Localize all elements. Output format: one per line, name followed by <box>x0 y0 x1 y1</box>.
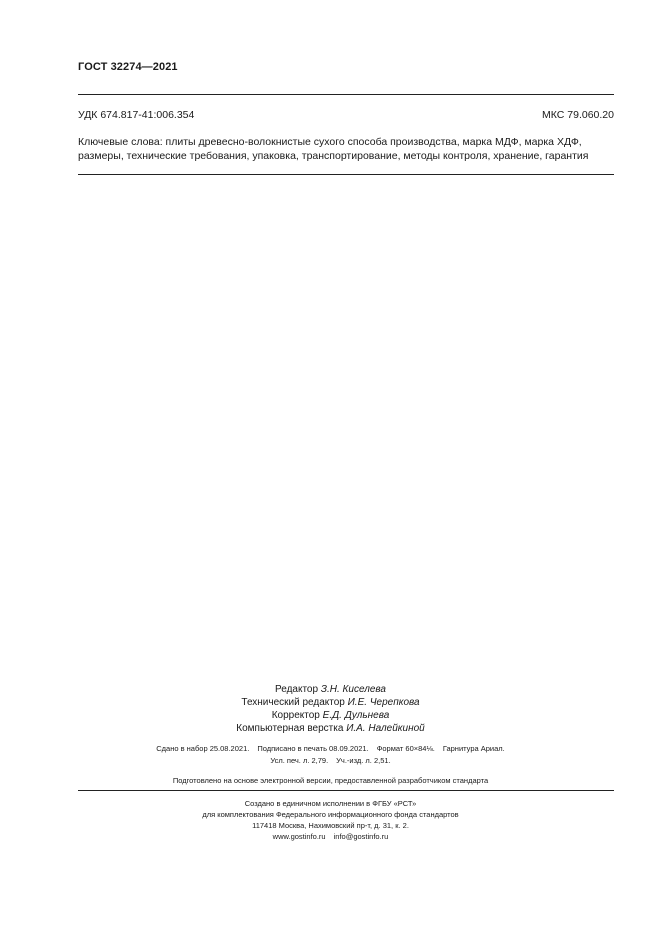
website-link[interactable]: www.gostinfo.ru <box>272 832 326 841</box>
credit-role: Технический редактор <box>241 697 345 708</box>
publisher-line: для комплектования Федерального информационного фонда стандартов <box>202 810 459 819</box>
imprint-line <box>0 743 661 755</box>
credit-name: Е.Д. Дульнева <box>322 710 390 721</box>
credit-name: И.А. Налейкиной <box>346 723 425 734</box>
top-divider <box>78 94 614 95</box>
standard-number: ГОСТ 32274—2021 <box>78 61 178 73</box>
email-link[interactable]: info@gostinfo.ru <box>333 832 389 841</box>
credit-name: З.Н. Киселева <box>320 684 386 695</box>
typeset-date: Сдано в набор 25.08.2021. <box>156 744 250 753</box>
publisher-line: Создано в единичном исполнении в ФГБУ «РСТ» <box>244 799 417 808</box>
credit-row <box>0 696 661 709</box>
credit-row <box>0 683 661 696</box>
credit-row <box>0 722 661 735</box>
paper-format: Формат 60×84⅛. <box>376 744 435 753</box>
publishing-sheets: Уч.-изд. л. 2,51. <box>336 756 391 765</box>
print-imprint <box>0 743 661 767</box>
credit-name: И.Е. Черепкова <box>347 697 420 708</box>
publisher-divider <box>78 790 614 791</box>
credit-role: Корректор <box>271 710 320 721</box>
publisher-contacts <box>0 831 661 842</box>
keywords-line: размеры, технические требования, упаковка, транспортирование, методы контроля, хранение, гарантия <box>78 150 589 162</box>
publisher-address: 117418 Москва, Нахимовский пр-т, д. 31, к. 2. <box>252 821 409 830</box>
credit-role: Редактор <box>275 684 319 695</box>
udk-code: УДК 674.817-41:006.354 <box>78 109 195 121</box>
editorial-credits <box>0 683 661 735</box>
keywords-line: Ключевые слова: плиты древесно-волокнистые сухого способа производства, марка МДФ, марка ХДФ, <box>78 136 582 148</box>
prepared-note: Подготовлено на основе электронной версии, предоставленной разработчиком стандарта <box>172 776 489 785</box>
publisher-block <box>0 798 661 842</box>
keywords-divider <box>78 174 614 175</box>
print-sheets: Усл. печ. л. 2,79. <box>270 756 329 765</box>
imprint-line <box>0 755 661 767</box>
typeface: Гарнитура Ариал. <box>442 744 505 753</box>
credit-role: Компьютерная верстка <box>236 723 344 734</box>
credit-row <box>0 709 661 722</box>
signed-date: Подписано в печать 08.09.2021. <box>257 744 369 753</box>
keywords-block <box>78 135 618 163</box>
mks-code: МКС 79.060.20 <box>542 109 614 121</box>
